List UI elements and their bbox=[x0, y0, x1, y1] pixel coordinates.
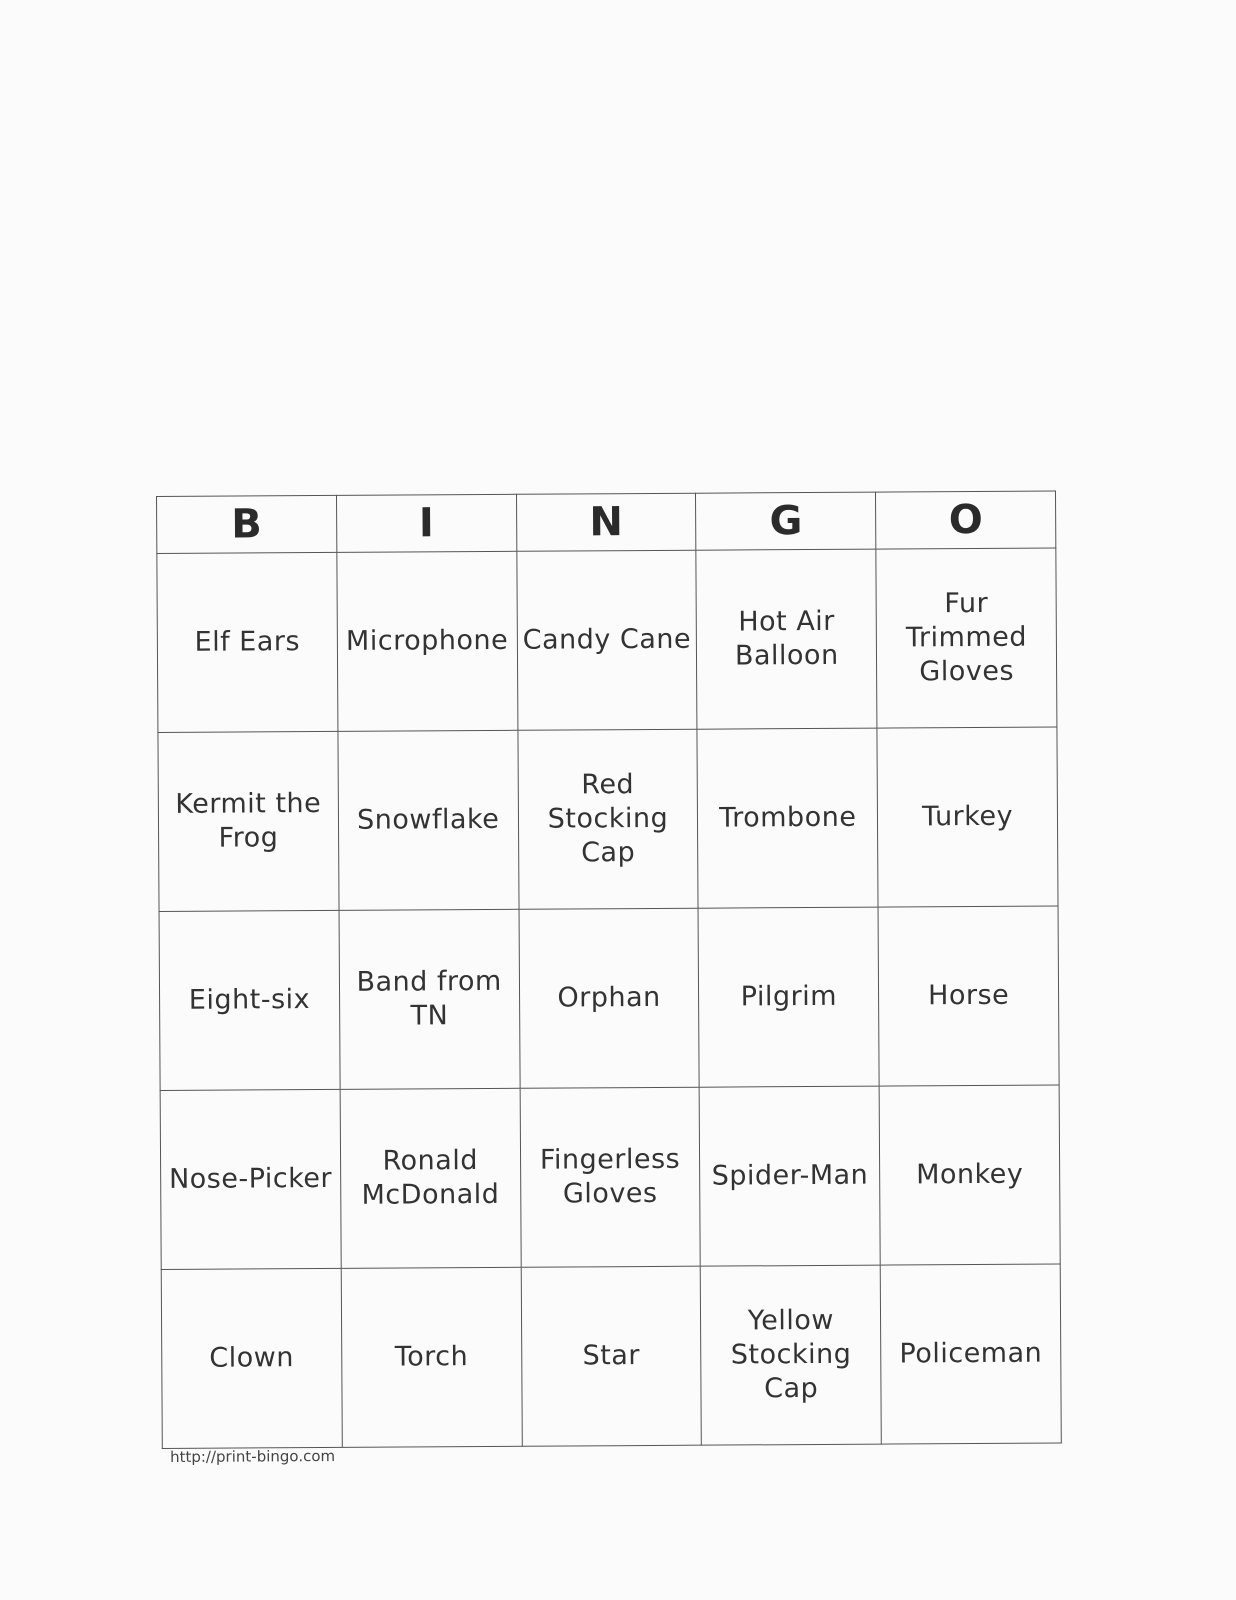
bingo-cell: Band from TN bbox=[339, 909, 520, 1089]
header-letter-i: I bbox=[336, 494, 516, 552]
bingo-cell: Yellow Stocking Cap bbox=[701, 1265, 882, 1445]
bingo-cell: Pilgrim bbox=[698, 907, 879, 1087]
bingo-cell: Horse bbox=[878, 906, 1059, 1086]
bingo-row bbox=[161, 1264, 1061, 1448]
bingo-cell: Policeman bbox=[880, 1264, 1061, 1444]
header-letter-o: O bbox=[876, 491, 1056, 549]
header-letter-b: B bbox=[157, 495, 337, 553]
header-letter-g: G bbox=[696, 492, 876, 550]
bingo-card bbox=[156, 491, 1062, 1449]
footer-url: http://print-bingo.com bbox=[170, 1446, 336, 1466]
bingo-cell: Fur Trimmed Gloves bbox=[876, 548, 1057, 728]
bingo-cell: Ronald McDonald bbox=[340, 1088, 521, 1268]
bingo-cell: Monkey bbox=[879, 1085, 1060, 1265]
bingo-grid bbox=[156, 491, 1062, 1449]
bingo-cell: Spider-Man bbox=[700, 1086, 881, 1266]
bingo-cell: Snowflake bbox=[338, 730, 519, 910]
bingo-cell: Clown bbox=[161, 1268, 342, 1448]
bingo-cell: Red Stocking Cap bbox=[518, 729, 699, 909]
bingo-row bbox=[160, 1085, 1060, 1269]
bingo-cell: Candy Cane bbox=[516, 550, 697, 730]
bingo-row bbox=[159, 906, 1059, 1090]
header-letter-n: N bbox=[516, 493, 696, 551]
bingo-cell: Hot Air Balloon bbox=[696, 549, 877, 729]
bingo-cell: Trombone bbox=[697, 728, 878, 908]
bingo-cell: Turkey bbox=[877, 727, 1058, 907]
bingo-cell: Fingerless Gloves bbox=[520, 1087, 701, 1267]
bingo-row bbox=[158, 727, 1058, 911]
bingo-cell: Eight-six bbox=[159, 910, 340, 1090]
bingo-cell: Nose-Picker bbox=[160, 1089, 341, 1269]
bingo-cell: Orphan bbox=[519, 908, 700, 1088]
bingo-cell: Kermit the Frog bbox=[158, 731, 339, 911]
bingo-cell: Torch bbox=[341, 1267, 522, 1447]
bingo-row bbox=[157, 548, 1057, 732]
bingo-cell: Microphone bbox=[337, 551, 518, 731]
bingo-header-row bbox=[157, 491, 1056, 553]
bingo-cell: Elf Ears bbox=[157, 552, 338, 732]
bingo-cell: Star bbox=[521, 1266, 702, 1446]
